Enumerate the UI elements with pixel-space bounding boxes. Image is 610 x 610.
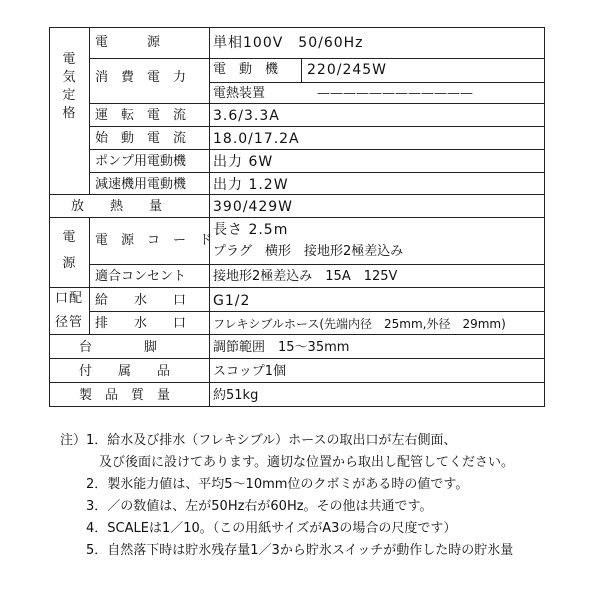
table-border-left	[49, 27, 50, 407]
note-line: 及び後面に設けてあります。適切な位置から取出し配管してください。	[60, 455, 514, 470]
label-accessory: 付 属 品	[79, 364, 171, 379]
col-divider	[209, 27, 210, 407]
row-divider	[89, 311, 545, 312]
row-divider	[89, 58, 545, 59]
side-label-electric: 電気定格	[62, 52, 76, 121]
col-divider	[89, 217, 90, 334]
row-divider	[49, 382, 545, 383]
row-divider	[49, 334, 545, 335]
value-power: 単相100V 50/60Hz	[213, 35, 364, 51]
value-running-current: 3.6/3.3A	[213, 108, 280, 124]
label-cord: 電 源 コ ー ド	[95, 233, 213, 248]
row-divider	[89, 172, 545, 173]
value-drain: フレキシブルホース(先端内径 25mm,外径 29mm)	[213, 317, 506, 331]
row-divider	[89, 264, 545, 265]
label-motor: 電 動 機	[213, 62, 279, 77]
label-heater: 電熱装置	[213, 86, 266, 101]
row-divider	[49, 358, 545, 359]
value-pump-motor: 出力 6W	[213, 154, 274, 170]
value-outlet: 接地形2極差込み 15A 125V	[213, 269, 398, 284]
value-accessory: スコップ1個	[213, 364, 287, 379]
row-divider	[49, 217, 545, 218]
note-line: 5．自然落下時は貯氷残存量1／3から貯氷スイッチが動作した時の貯氷量	[60, 543, 514, 558]
value-heater: ————————————	[317, 86, 473, 101]
row-divider	[49, 287, 545, 288]
label-starting-current: 始 動 電 流	[95, 131, 187, 146]
note-line: 4．SCALEは1／10。（この用紙サイズがA3の場合の尺度です）	[60, 521, 457, 536]
label-reducer-motor: 減速機用電動機	[95, 177, 187, 192]
label-power: 電 源	[95, 35, 161, 50]
notes	[60, 430, 514, 562]
row-divider	[89, 126, 545, 127]
value-reducer-motor: 出力 1.2W	[213, 177, 289, 193]
value-starting-current: 18.0/17.2A	[213, 131, 300, 147]
spec-table	[49, 27, 545, 407]
side-label-power-source: 電源	[62, 230, 76, 271]
value-motor: 220/245W	[307, 62, 388, 78]
label-drain: 排 水 口	[95, 316, 187, 331]
col-divider	[89, 27, 90, 194]
note-line: 3．／の数値は、左が50Hz右が60Hz。その他は共通です。	[60, 499, 433, 514]
label-water-supply: 給 水 口	[95, 293, 187, 308]
label-pump-motor: ポンプ用電動機	[95, 154, 187, 169]
value-legs: 調節範囲 15～35mm	[213, 340, 350, 355]
label-weight: 製 品 質 量	[79, 388, 171, 403]
value-cord-plug: プラグ 横形 接地形2極差込み	[213, 244, 404, 259]
row-divider	[49, 194, 545, 195]
value-heat: 390/429W	[213, 199, 294, 215]
label-outlet: 適合コンセント	[95, 269, 187, 284]
value-weight: 約51kg	[213, 388, 259, 403]
label-running-current: 運 転 電 流	[95, 108, 187, 123]
value-cord-length: 長さ 2.5m	[213, 222, 289, 238]
label-heat: 放 熱 量	[71, 199, 163, 214]
note-line: 注）1．給水及び排水（フレキシブル）ホースの取出口が左右側面、	[60, 433, 457, 448]
label-consumption: 消 費 電 力	[95, 70, 187, 85]
col-divider	[301, 58, 302, 82]
value-water-supply: G1/2	[213, 293, 251, 309]
row-divider	[89, 149, 545, 150]
table-border-right	[544, 27, 545, 407]
side-label-piping-bottom: 径管	[55, 315, 84, 330]
table-border-top	[49, 27, 545, 28]
row-divider	[209, 82, 545, 83]
side-label-piping-top: 口配	[55, 291, 84, 306]
table-border-bottom	[49, 406, 545, 407]
row-divider	[89, 103, 545, 104]
label-legs: 台 脚	[79, 340, 158, 355]
note-line: 2．製氷能力値は、平均5～10mm位のクボミがある時の値です。	[60, 477, 469, 492]
